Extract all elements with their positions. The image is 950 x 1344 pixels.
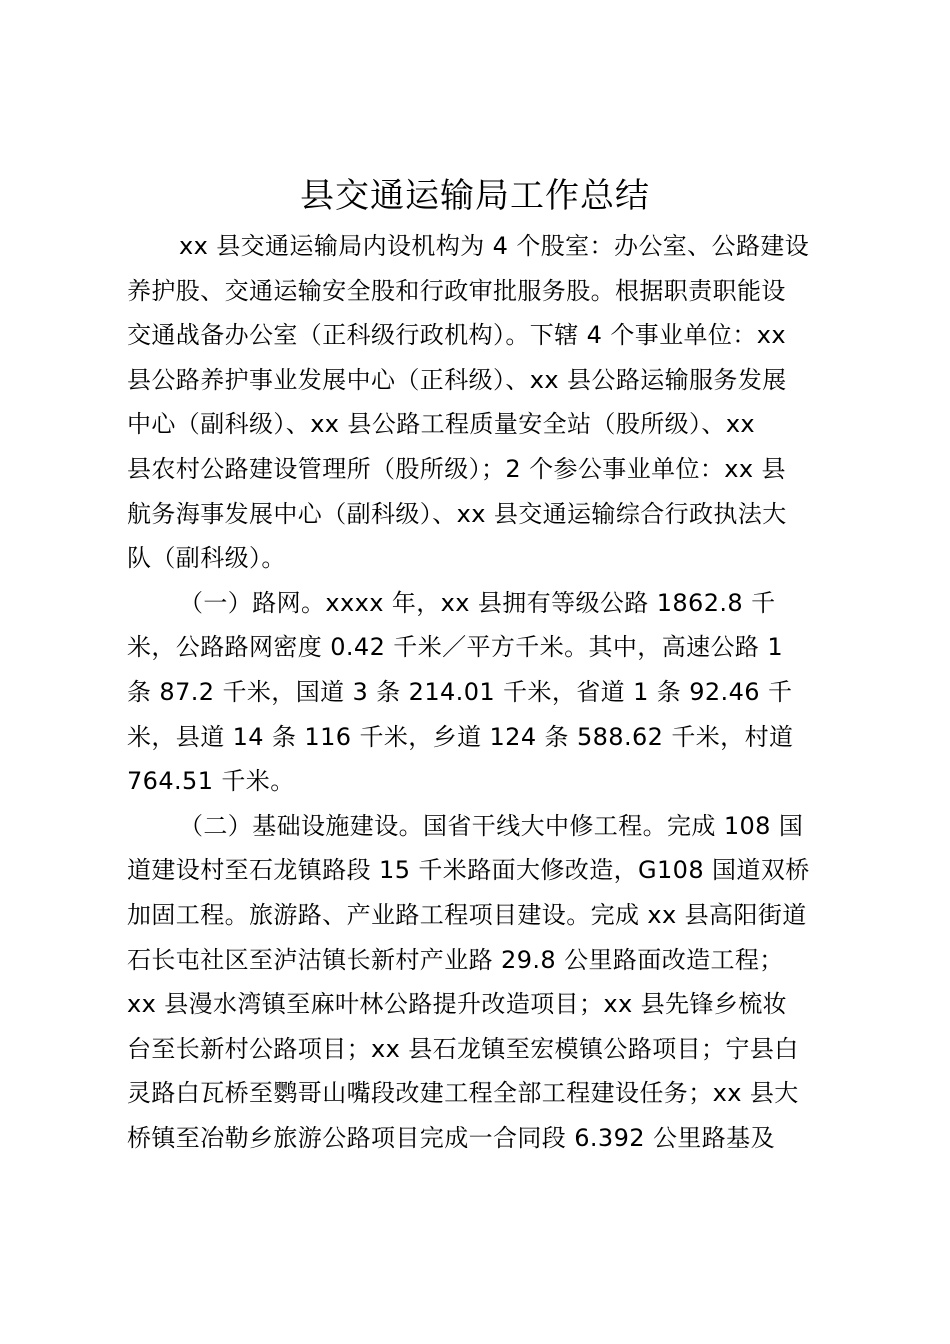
text-line: 队（副科级）。 (127, 544, 286, 573)
text-line: 交通战备办公室（正科级行政机构）。下辖 4 个事业单位：xx (127, 321, 786, 350)
paragraph-road-network (127, 581, 831, 804)
text-line: （一）路网。xxxx 年，xx 县拥有等级公路 1862.8 千 (179, 588, 776, 617)
text-line: 台至长新村公路项目；xx 县石龙镇至宏模镇公路项目；宁县白 (127, 1034, 799, 1063)
text-line: 米，县道 14 条 116 千米，乡道 124 条 588.62 千米，村道 (127, 722, 794, 751)
text-line: 养护股、交通运输安全股和行政审批服务股。根据职责职能设 (127, 276, 786, 305)
document-title: 县交通运输局工作总结 (300, 176, 650, 216)
text-line: 加固工程。旅游路、产业路工程项目建设。完成 xx 县高阳街道 (127, 900, 807, 929)
text-line: 中心（副科级）、xx 县公路工程质量安全站（股所级）、xx (127, 410, 756, 439)
paragraph-infrastructure (127, 804, 831, 1161)
text-line: xx 县交通运输局内设机构为 4 个股室：办公室、公路建设 (179, 232, 810, 260)
paragraph-intro (127, 224, 831, 581)
document-body (127, 224, 831, 1160)
text-line: 石长屯社区至泸沽镇长新村产业路 29.8 公里路面改造工程； (127, 945, 784, 974)
text-line: 桥镇至冶勒乡旅游公路项目完成一合同段 6.392 公里路基及 (127, 1123, 775, 1152)
text-line: 灵路白瓦桥至鹦哥山嘴段改建工程全部工程建设任务；xx 县大 (127, 1079, 799, 1108)
text-line: （二）基础设施建设。国省干线大中修工程。完成 108 国 (179, 811, 804, 840)
text-line: 条 87.2 千米，国道 3 条 214.01 千米，省道 1 条 92.46 千 (127, 677, 793, 706)
text-line: 道建设村至石龙镇路段 15 千米路面大修改造，G108 国道双桥 (127, 856, 810, 885)
text-line: 航务海事发展中心（副科级）、xx 县交通运输综合行政执法大 (127, 499, 787, 528)
text-line: xx 县漫水湾镇至麻叶林公路提升改造项目；xx 县先锋乡梳妆 (127, 990, 788, 1019)
text-line: 764.51 千米。 (127, 767, 295, 796)
text-line: 县公路养护事业发展中心（正科级）、xx 县公路运输服务发展 (127, 365, 787, 394)
text-line: 县农村公路建设管理所（股所级）；2 个参公事业单位：xx 县 (127, 454, 786, 483)
text-line: 米，公路路网密度 0.42 千米／平方千米。其中，高速公路 1 (127, 633, 783, 662)
